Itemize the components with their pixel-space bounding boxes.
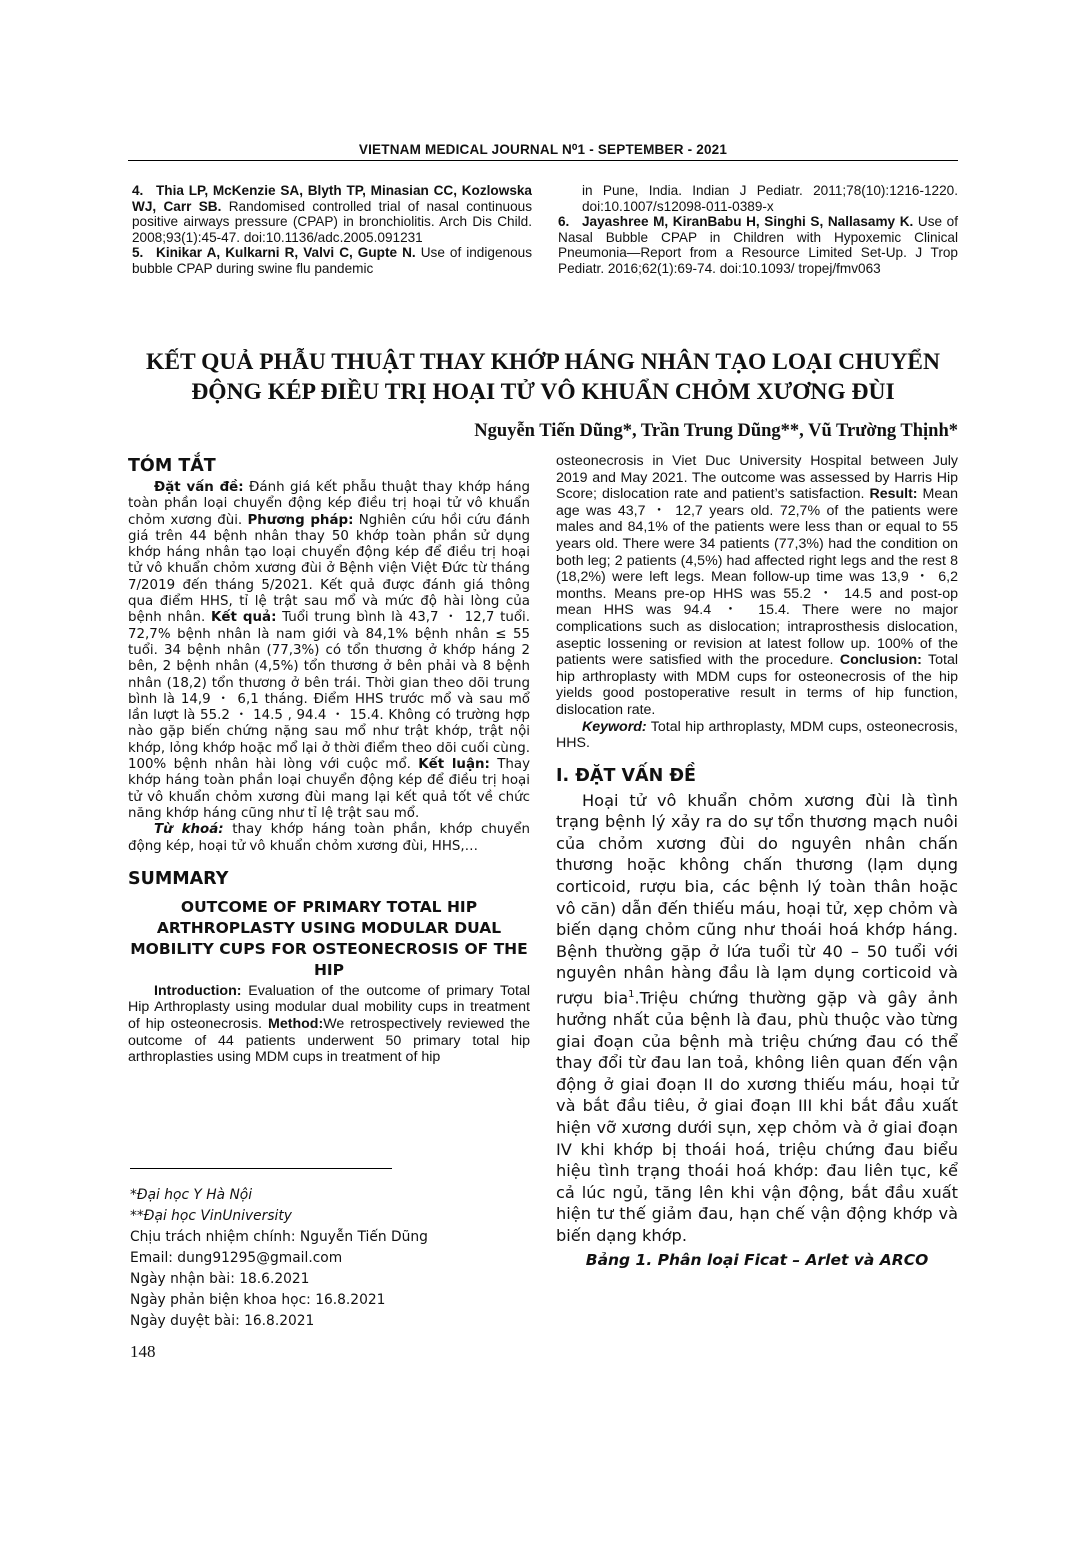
text-ket-qua: Tuổi trung bình là 43,7 ・ 12,7 tuổi. 72,7% bệnh nhân là nam giới và 84,1% bệnh nhân ≤ 55 tuổi. 34 bệnh nhân (77,3%) có tổn thương ở khớp háng 2 bên, 2 bệnh nhân (4,5%) tổn thương ở bên phải và 8 bệnh nhân (18,2) tổn thương ở bên trái. Thời gian theo dõi trung bình là 14,9 ・ 6,1 tháng. Điểm HHS trước mổ và sau mổ lần lượt là 55.2 ・ 14.5 , 94.4 ・ 15.4. Không có trường hợp nào gặp biến chứng nặng sau mổ như trật khớp, trật nội khớp, lỏng khớp hoặc mổ lại ở thời điểm theo dõi cuối cùng. 100% bệnh nhân hài lòng với cuộc mổ. [128,610,531,773]
summary-continuation [556,453,958,719]
footnotes [130,1185,530,1332]
article-title-line-2: ĐỘNG KÉP ĐIỀU TRỊ HOẠI TỬ VÔ KHUẨN CHỎM XƯƠNG ĐÙI [191,379,895,405]
summary-heading: SUMMARY [128,868,229,889]
label-ket-luan: Kết luận: [418,757,490,773]
text-ket-luan: Thay khớp háng toàn phần loại chuyển động kép để điều trị hoại tử vô khuẩn chỏm xương đùi mang lại kết quả tốt về chức năng khớp háng cũng như tỉ lệ trật sau mổ. [128,757,531,821]
label-method: Method: [268,1016,324,1033]
section1-text-b: .Triệu chứng thường gặp và gây ảnh hưởng nhất của bệnh là đau, phù thuộc vào từng giai đoạn của bệnh mà triệu chứng đau có thể thay đổi từ đau lan toả, không liên quan đến vận động ở giai đoạn II do xương thiếu máu, hoại tử và bắt đầu tiêu, ở giai đoạn III khi bắt đầu xuất hiện vỡ xương dưới sụn, xẹp chỏm và ở giai đoạn IV khi khớp bị thoái hoá, triệu chứng đau biểu hiệu tình trạng thoái hoá khớp: đau liên tục, kể cả lúc ngủ, tăng lên khi vận động, bắt đầu xuất hiện tư thế giảm đau, hạn chế vận động khớp và biến dạng khớp. [556,988,959,1245]
date-received: Ngày nhận bài: 18.6.2021 [130,1271,310,1287]
table-caption: Bảng 1. Phân loại Ficat – Arlet và ARCO [585,1250,929,1269]
tomtat-keywords [128,822,530,855]
citation-superscript: 1 [628,989,635,1001]
tomtat-heading: TÓM TẮT [128,456,216,476]
text-method-end: osteonecrosis in Viet Duc University Hospital between July 2019 and May 2021. The outcome was assessed by Harris Hip Score; dislocation rate and patient’s satisfaction. [556,453,958,503]
reference-authors: Thia LP, McKenzie SA, Blyth TP, Minasian CC, Kozlowska WJ, Carr SB. [132,183,532,214]
reference-authors: Kinikar A, Kulkarni R, Valvi C, Gupte N. [156,245,416,261]
affiliation-2: **Đại học VinUniversity [130,1208,292,1224]
summary-intro [128,983,530,1066]
label-ket-qua: Kết quả: [210,610,277,626]
right-column [556,453,958,1269]
journal-header: VIETNAM MEDICAL JOURNAL N⁰1 - SEPTEMBER - 2021 [358,142,728,157]
footnote-rule [130,1168,392,1169]
date-reviewed: Ngày phản biện khoa học: 16.8.2021 [130,1292,386,1308]
section1-text-a: Hoại tử vô khuẩn chỏm xương đùi là tình trạng bệnh lý xảy ra do sự tổn thương mạch nuôi của chỏm xương đùi do nguyên nhân chấn thương hoặc không chấn thương (lạm dụng corticoid, rượu bia, các bệnh lý toàn thân hoặc vô căn) dẫn đến thiếu máu, hoại tử, xẹp chỏm và biến dạng chỏm cũng như thoái hoá khớp háng. Bệnh thường gặp ở lứa tuổi từ 40 – 50 tuổi với nguyên nhân hàng đầu là lạm dụng corticoid và rượu bia [556,790,958,1008]
label-result: Result: [869,486,918,503]
text-keyword: Total hip arthroplasty, MDM cups, osteonecrosis, HHS. [556,718,958,752]
text-phuong-phap: Nghiên cứu hồi cứu đánh giá trên 44 bệnh nhân thay 50 khớp toàn phần sử dụng khớp háng nhân tạo loại chuyển động kép để điều trị hoại tử vô khuẩn chỏm xương đùi ở Bệnh viện Việt Đức từ tháng 7/2019 đến tháng 5/2021. Kết quả được đánh giá thông qua điểm HHS, tỉ lệ trật sau mổ và mức độ hài lòng của bệnh nhân. [128,512,530,626]
text-method-start: We retrospectively reviewed the outcome of 44 patients underwent 50 primary total hip arthroplasties using MDM cups in treatment of hip [128,1016,530,1066]
label-phuong-phap: Phương pháp: [247,512,354,528]
reference-text: Use of Nasal Bubble CPAP in Children with Hypoxemic Clinical Pneumonia—Report from a Resource Limited Set-Up. J Trop Pediatr. 2016;62(1):69-74. doi:10.1093/ tropej/fmv063 [558,214,958,276]
references-right [558,183,958,277]
reference-authors: Jayashree M, KiranBabu H, Singhi S, Nallasamy K. [582,214,914,230]
reference-number: 4. [132,183,144,198]
reference-4 [132,183,532,245]
reference-5 [132,245,532,276]
text-result: Mean age was 43,7 ・ 12,7 years old. 72,7% of the patients were males and 84,1% of the patients were less than or equal to 55 years old. There were 34 patients (77,3%) had the condition on both leg; 2 patients (4,5%) had affected right legs and the rest 8 (18,2%) were left legs. Mean follow-up time was 13,9 ・ 6,2 months. Means pre-op HHS was 55.2 ・ 14.5 and post-op mean HHS was 94.4 ・ 15.4. There were no major complications such as dislocation; intraprosthesis dislocation, aseptic lossening or revision at latest follow up. 100% of the patients were satisfied with the procedure. [556,486,959,669]
reference-number: 5. [132,245,144,261]
reference-5-continuation: in Pune, India. Indian J Pediatr. 2011;78(10):1216-1220. doi:10.1007/s12098-011-0389-x [582,183,958,214]
header-rule [128,160,958,161]
summary-title: OUTCOME OF PRIMARY TOTAL HIP ARTHROPLASTY USING MODULAR DUAL MOBILITY CUPS FOR OSTEONECROSIS OF THE HIP [130,897,528,979]
label-dat-van-de: Đặt vấn đề: [154,480,244,495]
article-title [128,347,958,407]
label-introduction: Introduction: [154,982,242,999]
section1-heading: I. ĐẶT VẤN ĐỀ [556,765,696,786]
email: Email: dung91295@gmail.com [130,1250,343,1266]
article-title-line-1: KẾT QUẢ PHẪU THUẬT THAY KHỚP HÁNG NHÂN TẠO LOẠI CHUYỂN [146,349,940,375]
reference-number: 6. [558,214,570,230]
date-accepted: Ngày duyệt bài: 16.8.2021 [130,1313,315,1329]
text-dat-van-de: Đánh giá kết phẫu thuật thay khớp háng toàn phần loại chuyển động kép điều trị hoại tử vô khuẩn chỏm xương đùi. [128,480,530,528]
references-left [132,183,532,277]
left-column [128,456,530,1066]
label-tu-khoa: Từ khoá: [154,822,224,838]
affiliation-1: *Đại học Y Hà Nội [130,1187,253,1203]
responsible-author: Chịu trách nhiệm chính: Nguyễn Tiến Dũng [130,1229,428,1245]
section1-paragraph [556,790,958,1247]
text-conclusion: Total hip arthroplasty with MDM cups for osteonecrosis of the hip yields good postoperative result in terms of hip function, dislocation rate. [556,652,959,718]
tomtat-paragraph [128,480,530,822]
text-tu-khoa: thay khớp háng toàn phần, khớp chuyển động kép, hoại tử vô khuẩn chỏm xương đùi, HHS,… [128,822,530,854]
summary-keywords [556,719,958,752]
label-keyword: Keyword: [582,718,647,735]
reference-text: Randomised controlled trial of nasal continuous positive airways pressure (CPAP) in bronchiolitis. Arch Dis Child. 2008;93(1):45-47. doi:10.1136/adc.2005.091231 [132,198,532,245]
reference-6 [558,214,958,276]
page-number: 148 [130,1342,156,1361]
reference-text: Use of indigenous bubble CPAP during swine flu pandemic [132,245,532,276]
article-authors: Nguyễn Tiến Dũng*, Trần Trung Dũng**, Vũ Trường Thịnh* [474,421,958,441]
text-introduction: Evaluation of the outcome of primary Total Hip Arthroplasty using modular dual mobility cups in treatment of hip osteonecrosis. [128,982,530,1033]
label-conclusion: Conclusion: [839,652,922,669]
